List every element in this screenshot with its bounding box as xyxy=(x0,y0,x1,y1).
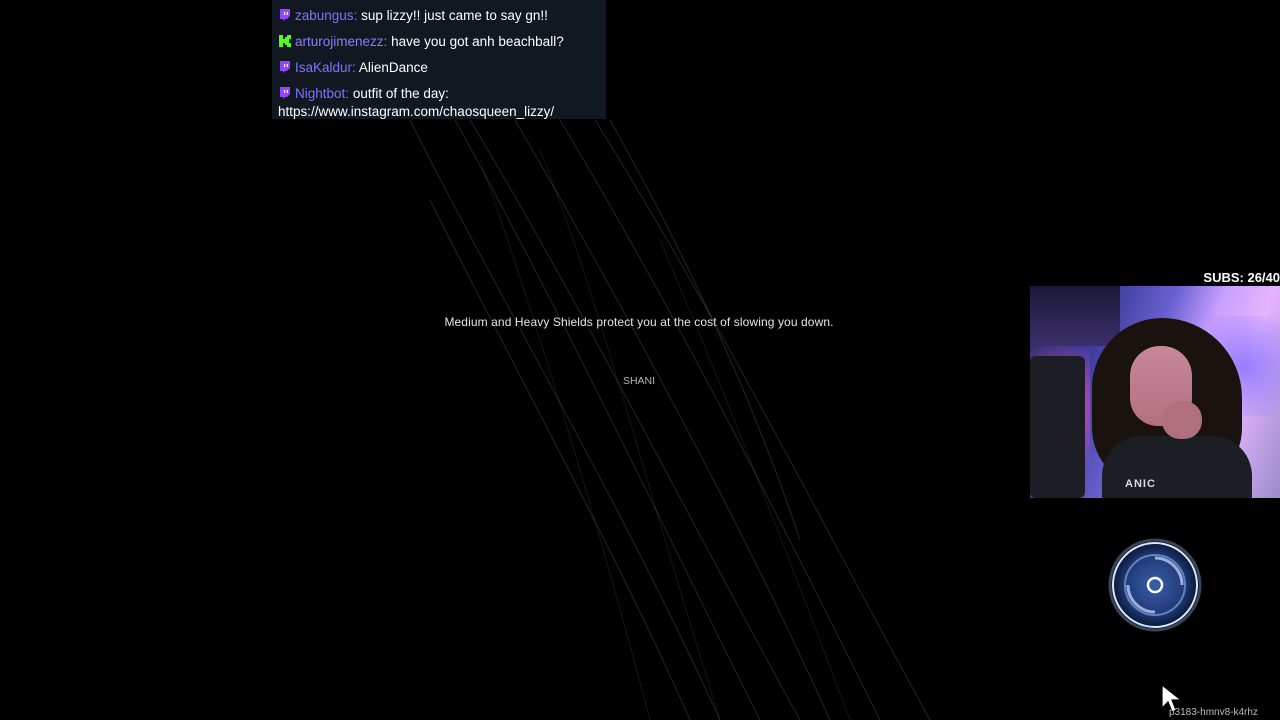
chat-overlay xyxy=(272,0,606,119)
chat-text: AlienDance xyxy=(358,60,428,75)
chat-username: Nightbot xyxy=(295,86,346,101)
webcam-feed xyxy=(1030,286,1280,498)
webcam-background xyxy=(1030,286,1120,346)
twitch-icon xyxy=(279,87,291,99)
chat-username: arturojimenezz xyxy=(295,34,384,49)
twitch-icon xyxy=(279,9,291,21)
chat-message: arturojimenezz: have you got anh beachball? xyxy=(279,33,564,51)
speaker-name: SHANI xyxy=(622,375,656,387)
chat-username: zabungus xyxy=(295,8,354,23)
streamer-hand xyxy=(1162,401,1202,439)
loading-spinner-icon xyxy=(1108,538,1202,632)
subs-counter: SUBS: 26/40 xyxy=(1203,270,1280,285)
chat-username: IsaKaldur xyxy=(295,60,353,75)
chat-text: sup lizzy!! just came to say gn!! xyxy=(361,8,548,23)
session-code: p3183-hmnv8-k4rhz xyxy=(1169,707,1258,718)
twitch-icon xyxy=(279,61,291,73)
shirt-text: ANIC xyxy=(1125,478,1156,490)
webcam-chair xyxy=(1030,356,1085,498)
chat-text: outfit of the day: xyxy=(352,86,449,101)
chat-message: zabungus: sup lizzy!! just came to say gn!! xyxy=(279,7,548,25)
chat-link[interactable]: https://www.instagram.com/chaosqueen_lizzy/ xyxy=(278,104,555,119)
chat-message: Nightbot: outfit of the day: https://www.instagram.com/chaosqueen_lizzy/ xyxy=(278,86,555,119)
kick-icon xyxy=(279,35,291,47)
chat-text: have you got anh beachball? xyxy=(391,34,564,49)
game-tip-text: Medium and Heavy Shields protect you at the cost of slowing you down. xyxy=(444,315,834,329)
chat-message: IsaKaldur: AlienDance xyxy=(279,59,428,77)
